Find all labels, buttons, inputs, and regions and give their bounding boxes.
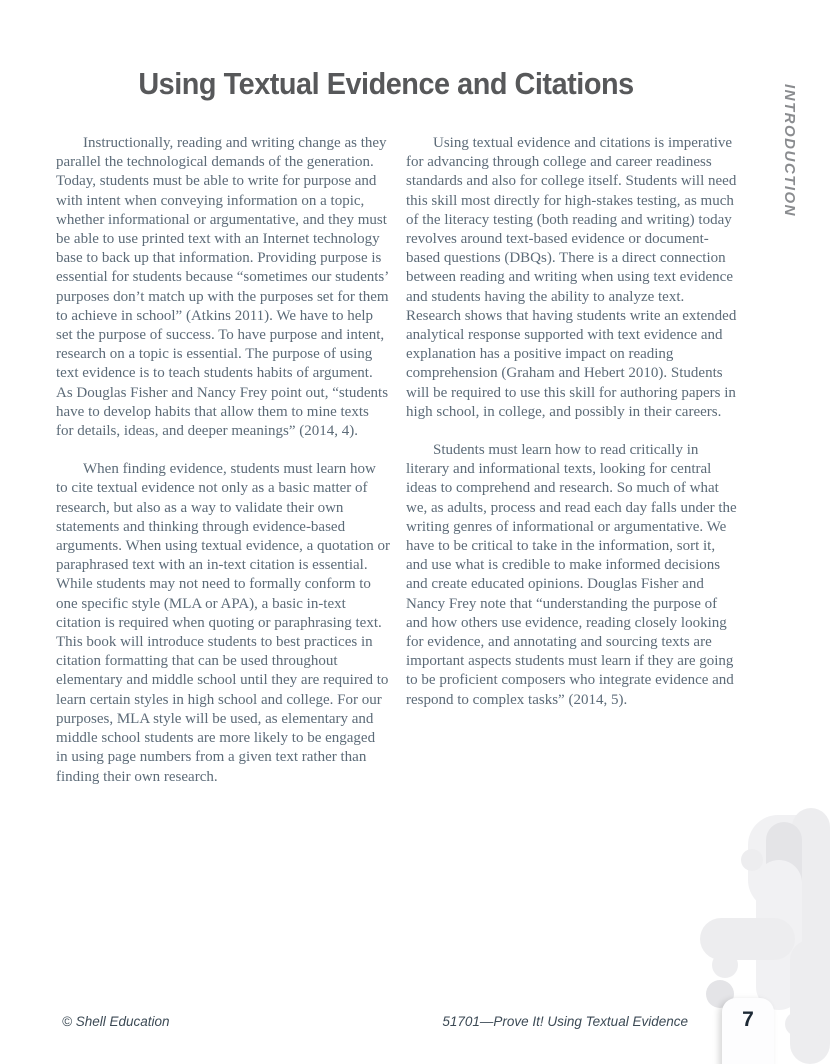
decor-blob bbox=[741, 849, 763, 871]
paragraph: Using textual evidence and citations is imperative for advancing through college and career readiness standards and also for college itself. Students will need this skill most directly for high-stakes testing, as much of the literacy testing (both reading and writing) today revolves around text-based evidence or document-based questions (DBQs). There is a direct connection between reading and writing when using text evidence and students having the ability to analyze text. Research shows that having students write an extended analytical response supported with text evidence and explanation has a positive impact on reading comprehension (Graham and Hebert 2010). Students will be required to use this skill for authoring papers in high school, in college, and possibly in their careers. bbox=[406, 135, 737, 420]
paragraph: Instructionally, reading and writing change as they parallel the technological demands of the generation. Today, students must be able to write for purpose and with intent when conveying information on a topic, whether informational or argumentative, and they must be able to use printed text with an Internet technology base to back up that information. Providing purpose is essential for students because “sometimes our students’ purposes don’t match up with the purposes set for them to achieve in school” (Atkins 2011). We have to help set the purpose of success. To have purpose and intent, research on a topic is essential. The purpose of using text evidence is to teach students habits of argument. As Douglas Fisher and Nancy Frey point out, “students have to develop habits that allow them to mine texts for details, ideas, and deeper meanings” (2014, 4). bbox=[56, 135, 389, 440]
section-tab-label: INTRODUCTION bbox=[781, 84, 798, 217]
decor-blob bbox=[792, 808, 830, 998]
page-number-badge bbox=[722, 998, 774, 1064]
decor-blob bbox=[790, 940, 830, 1064]
page-title: Using Textual Evidence and Citations bbox=[138, 66, 634, 101]
decor-blob bbox=[712, 952, 738, 978]
decor-blob bbox=[748, 815, 830, 910]
text-column-left bbox=[56, 134, 390, 806]
page-number: 7 bbox=[742, 1008, 754, 1031]
body-text bbox=[56, 134, 740, 806]
paragraph: When finding evidence, students must learn how to cite textual evidence not only as a basic matter of research, but also as a way to validate their own statements and thinking through evidence-based arguments. When using textual evidence, a quotation or paraphrased text with an in-text citation is essential. While students may not need to formally conform to one specific style (MLA or APA), a basic in-text citation is required when quoting or paraphrasing text. This book will introduce students to best practices in citation formatting that can be used throughout elementary and middle school until they are required to learn certain styles in high school and college. For our purposes, MLA style will be used, as elementary and middle school students are more likely to be engaged in using page numbers from a given text rather than finding their own research. bbox=[56, 461, 390, 785]
paragraph: Students must learn how to read critically in literary and informational texts, looking for central ideas to comprehend and research. So much of what we, as adults, process and read each day falls under the writing genres of informational or argumentative. We have to be critical to take in the information, sort it, and use what is credible to make informed decisions and create educated opinions. Douglas Fisher and Nancy Frey note that “understanding the purpose of and how others use evidence, reading closely looking for evidence, and annotating and sourcing texts are important aspects students must learn if they are going to be proficient composers who integrate evidence and respond to complex tasks” (2014, 5). bbox=[406, 442, 737, 708]
book-id-text: 51701—Prove It! Using Textual Evidence bbox=[442, 1014, 688, 1029]
decor-blob bbox=[785, 1012, 830, 1036]
decor-blob bbox=[700, 918, 795, 960]
text-column-right bbox=[406, 134, 740, 806]
decor-blob bbox=[756, 860, 802, 1010]
copyright-text: © Shell Education bbox=[62, 1014, 170, 1029]
decor-blob bbox=[766, 822, 802, 942]
